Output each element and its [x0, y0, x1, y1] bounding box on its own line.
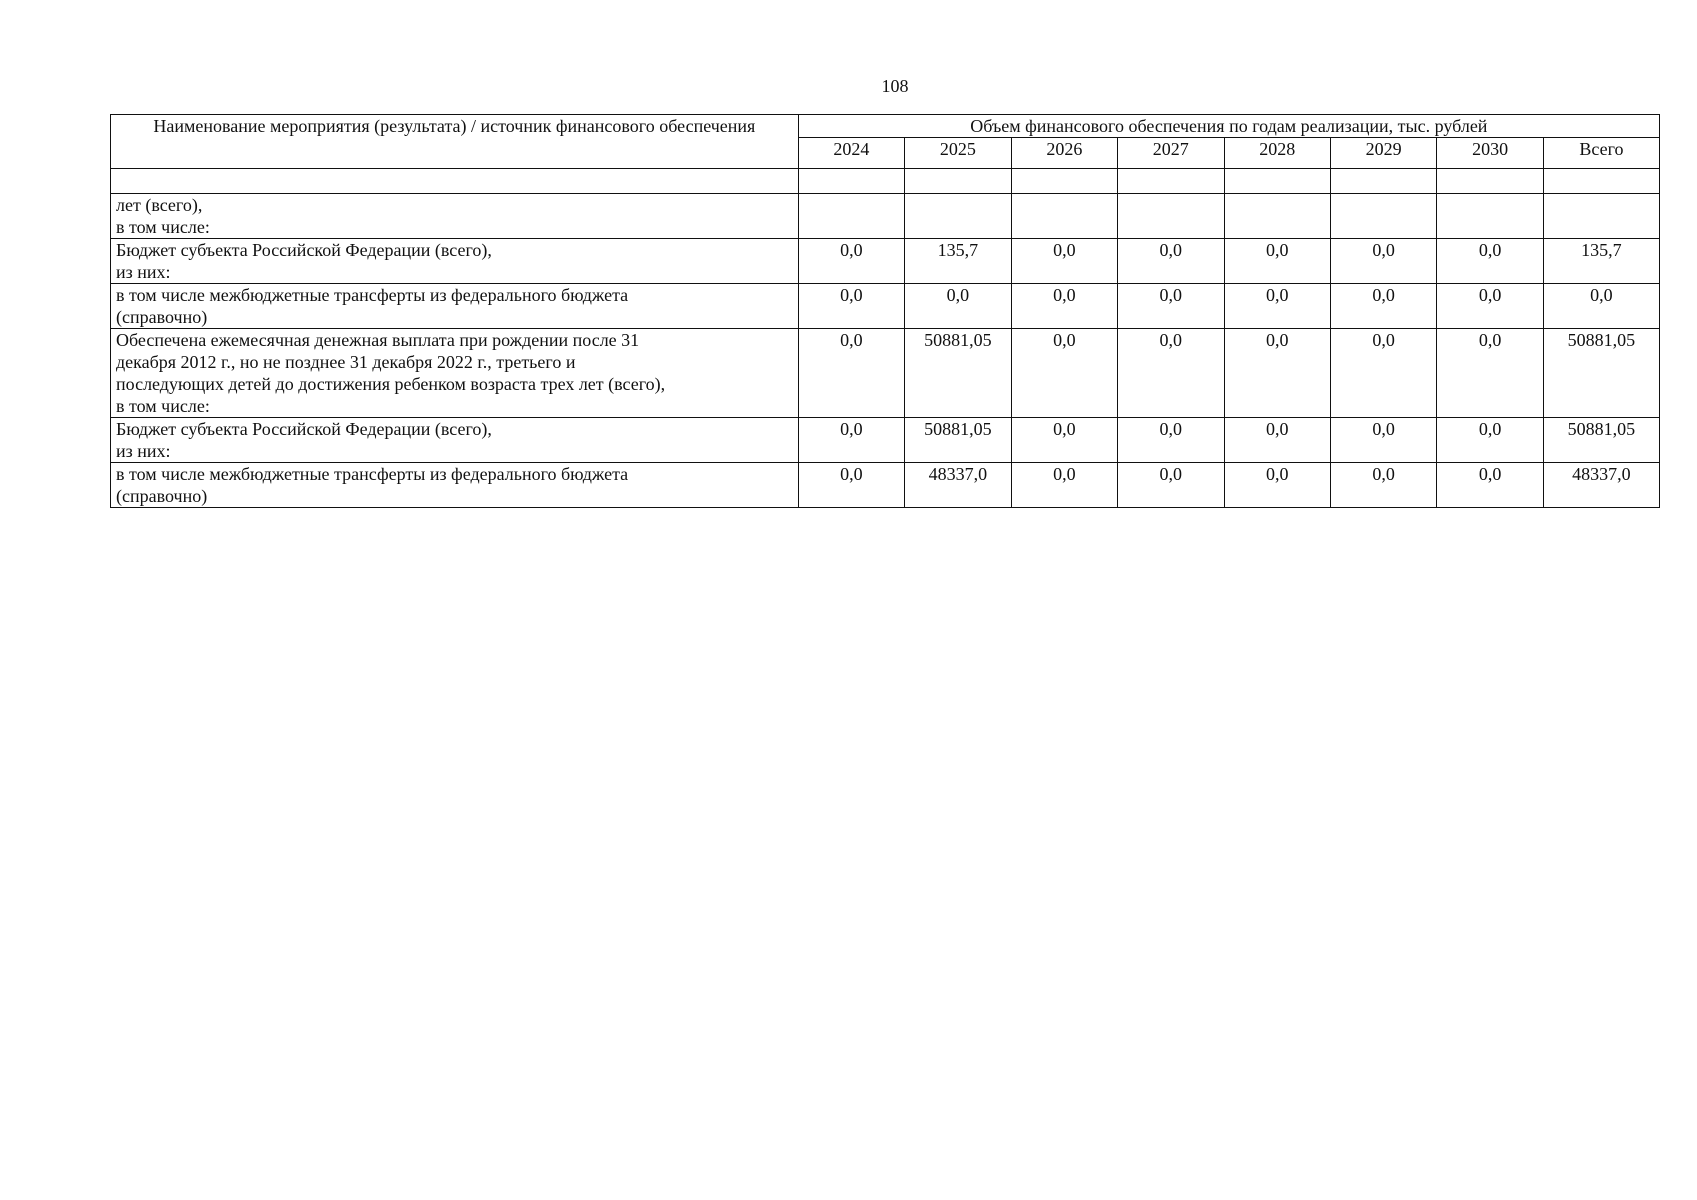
value-cell [798, 194, 904, 239]
value-cell [1118, 194, 1224, 239]
value-cell: 0,0 [1118, 329, 1224, 418]
table-header [111, 115, 1660, 169]
value-cell: 0,0 [1118, 284, 1224, 329]
row-name-line: в том числе: [116, 217, 210, 237]
value-cell: 0,0 [905, 284, 1011, 329]
column-index [111, 169, 799, 194]
row-name-line: (справочно) [116, 307, 208, 327]
value-cell: 50881,05 [1543, 418, 1659, 463]
value-cell: 0,0 [1224, 284, 1330, 329]
row-name-line: Обеспечена ежемесячная денежная выплата при рождении после 31 [116, 330, 640, 350]
value-cell: 0,0 [1437, 284, 1543, 329]
value-cell: 50881,05 [905, 418, 1011, 463]
row-name-line: (справочно) [116, 486, 208, 506]
column-index [1330, 169, 1436, 194]
value-cell: 0,0 [1011, 239, 1117, 284]
column-index [1543, 169, 1659, 194]
row-name-line: в том числе: [116, 396, 210, 416]
value-cell: 0,0 [1224, 418, 1330, 463]
row-name-cell [111, 463, 799, 508]
value-cell: 48337,0 [1543, 463, 1659, 508]
column-index [905, 169, 1011, 194]
header-financing-group: Объем финансового обеспечения по годам реализации, тыс. рублей [798, 115, 1659, 138]
value-cell: 0,0 [1437, 329, 1543, 418]
table-row [111, 194, 1660, 239]
value-cell: 0,0 [1330, 284, 1436, 329]
value-cell: 0,0 [1437, 418, 1543, 463]
value-cell: 0,0 [1543, 284, 1659, 329]
row-name-cell [111, 239, 799, 284]
table-row [111, 463, 1660, 508]
row-name-cell [111, 329, 799, 418]
column-index [798, 169, 904, 194]
row-name-line: декабря 2012 г., но не позднее 31 декабря 2022 г., третьего и [116, 352, 576, 372]
value-cell: 0,0 [1224, 329, 1330, 418]
table-row [111, 329, 1660, 418]
row-name-line: лет (всего), [116, 195, 203, 215]
value-cell: 48337,0 [905, 463, 1011, 508]
value-cell: 0,0 [1330, 418, 1436, 463]
value-cell: 0,0 [798, 329, 904, 418]
row-name-line: Бюджет субъекта Российской Федерации (всего), [116, 240, 492, 260]
value-cell: 0,0 [798, 418, 904, 463]
value-cell [1330, 194, 1436, 239]
header-total: Всего [1543, 138, 1659, 169]
value-cell [1543, 194, 1659, 239]
value-cell: 0,0 [1118, 239, 1224, 284]
row-name-line: в том числе межбюджетные трансферты из федерального бюджета [116, 464, 629, 484]
header-year-2025: 2025 [905, 138, 1011, 169]
header-year-2028: 2028 [1224, 138, 1330, 169]
row-name-line: последующих детей до достижения ребенком возраста трех лет (всего), [116, 374, 666, 394]
column-index [1118, 169, 1224, 194]
value-cell: 0,0 [1330, 239, 1436, 284]
value-cell [1437, 194, 1543, 239]
value-cell: 135,7 [1543, 239, 1659, 284]
value-cell: 0,0 [1011, 463, 1117, 508]
value-cell: 0,0 [1011, 418, 1117, 463]
header-year-2024: 2024 [798, 138, 904, 169]
value-cell: 50881,05 [905, 329, 1011, 418]
table-body [111, 169, 1660, 508]
table-row [111, 418, 1660, 463]
value-cell: 135,7 [905, 239, 1011, 284]
row-name-line: Бюджет субъекта Российской Федерации (всего), [116, 419, 492, 439]
value-cell: 0,0 [1011, 284, 1117, 329]
value-cell: 0,0 [1330, 329, 1436, 418]
column-index [1011, 169, 1117, 194]
value-cell: 0,0 [1224, 463, 1330, 508]
page-number: 108 [881, 76, 909, 96]
value-cell: 0,0 [798, 284, 904, 329]
row-name-cell [111, 284, 799, 329]
header-year-2029: 2029 [1330, 138, 1436, 169]
column-index [1437, 169, 1543, 194]
row-name-line: из них: [116, 262, 171, 282]
value-cell: 0,0 [798, 239, 904, 284]
value-cell [1224, 194, 1330, 239]
value-cell: 0,0 [1118, 463, 1224, 508]
table-row [111, 239, 1660, 284]
value-cell: 50881,05 [1543, 329, 1659, 418]
value-cell: 0,0 [798, 463, 904, 508]
row-name-line: из них: [116, 441, 171, 461]
value-cell: 0,0 [1437, 463, 1543, 508]
header-name-column: Наименование мероприятия (результата) / источник финансового обеспечения [111, 115, 799, 169]
value-cell: 0,0 [1118, 418, 1224, 463]
value-cell: 0,0 [1224, 239, 1330, 284]
row-name-line: в том числе межбюджетные трансферты из федерального бюджета [116, 285, 629, 305]
header-year-2026: 2026 [1011, 138, 1117, 169]
header-year-2030: 2030 [1437, 138, 1543, 169]
row-name-cell [111, 418, 799, 463]
column-index [1224, 169, 1330, 194]
value-cell [905, 194, 1011, 239]
financing-table [110, 114, 1660, 508]
column-index-row [111, 169, 1660, 194]
value-cell [1011, 194, 1117, 239]
value-cell: 0,0 [1437, 239, 1543, 284]
row-name-cell [111, 194, 799, 239]
table-row [111, 284, 1660, 329]
header-year-2027: 2027 [1118, 138, 1224, 169]
value-cell: 0,0 [1011, 329, 1117, 418]
value-cell: 0,0 [1330, 463, 1436, 508]
